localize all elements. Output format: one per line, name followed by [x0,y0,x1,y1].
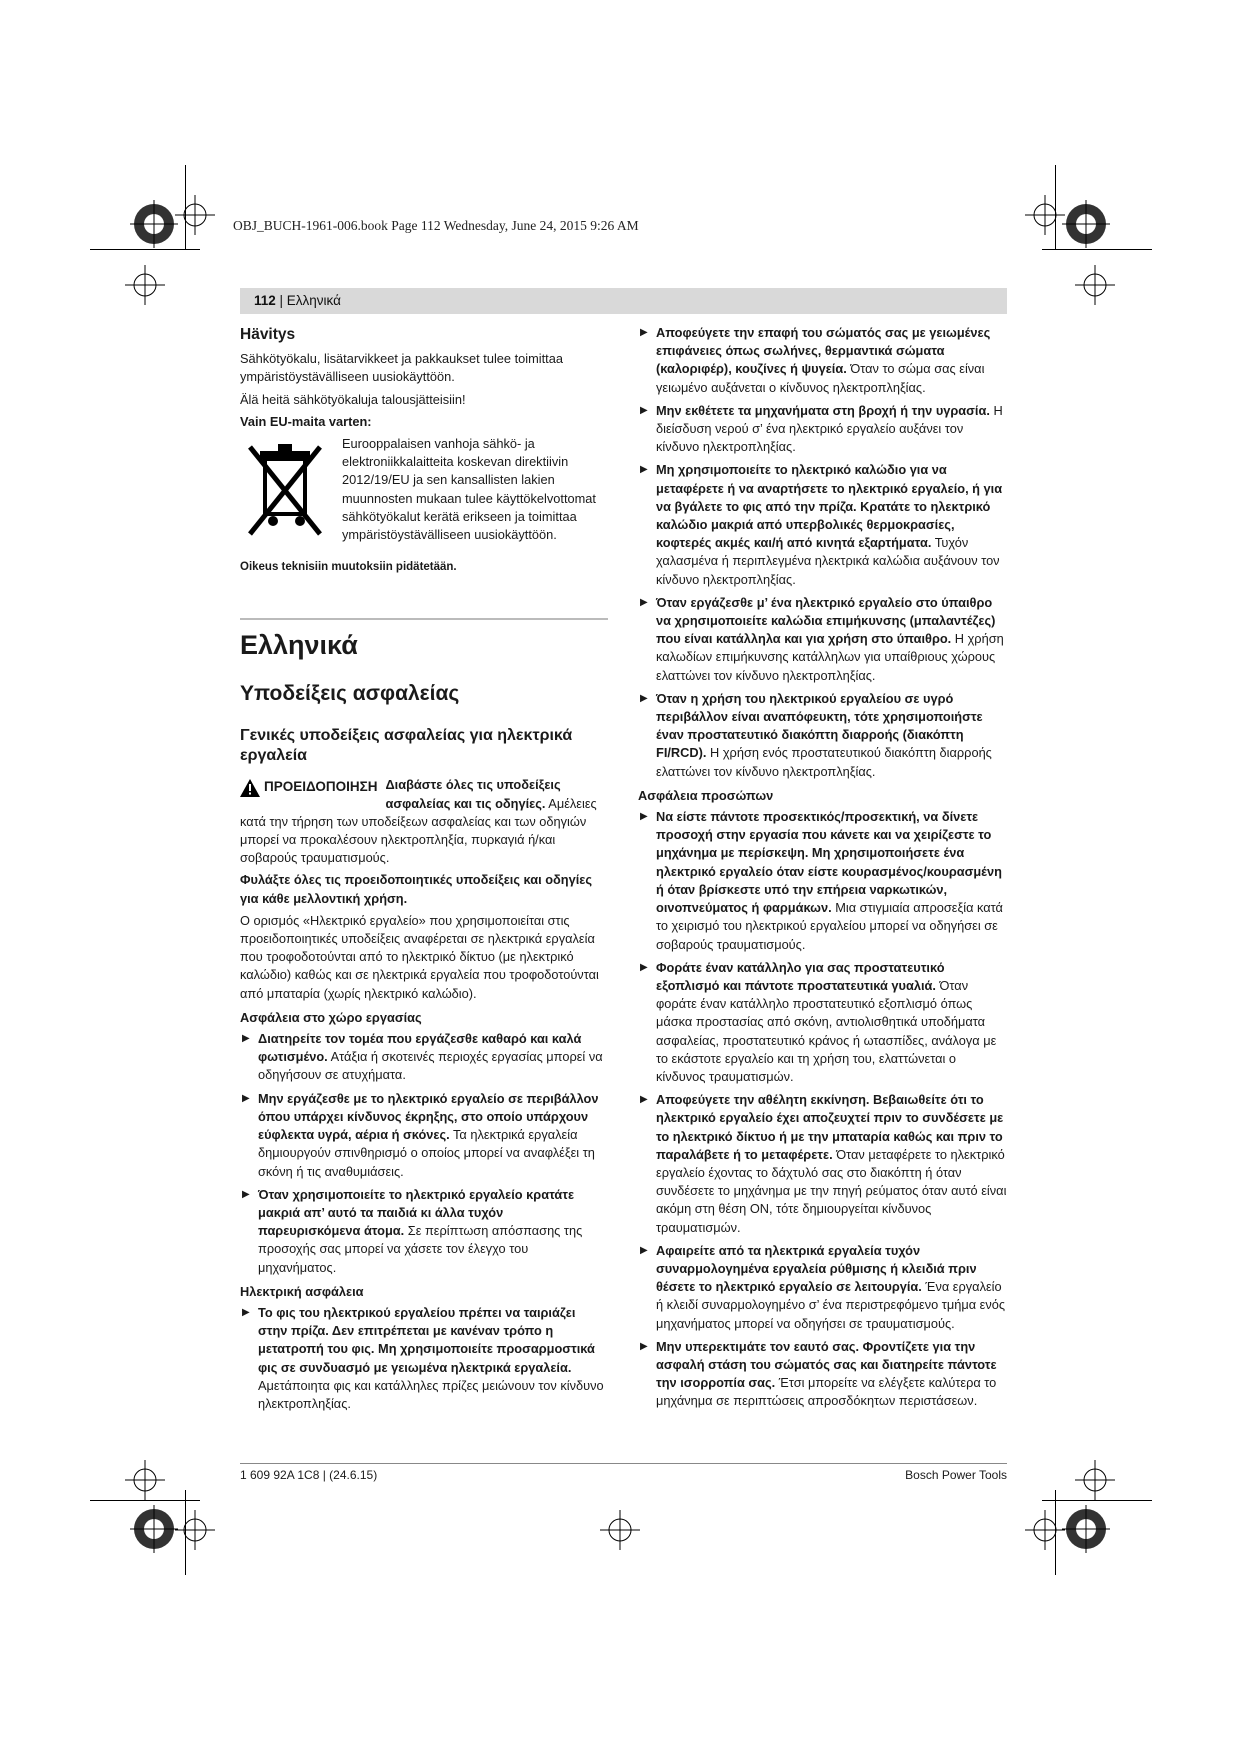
list-item: ▶ Μην υπερεκτιμάτε τον εαυτό σας. Φροντίζετε για την ασφαλή στάση του σώματός σας και διατηρείτε πάντοτε την ισορροπία σας. Έτσι μπορείτε να ελέγξετε καλύτερα το μηχάνημα σε περιπτώσεις απροσδόκητων περιστάσεων. [638,1338,1007,1411]
oikeus-note: Oikeus teknisiin muutoksiin pidätetään. [240,561,457,574]
footer-code: 1 609 92A 1C8 | (24.6.15) [240,1468,378,1482]
crosshair-icon [125,1460,165,1500]
list-item: ▶ Μην εκθέτετε τα μηχανήματα στη βροχή ή την υγρασία. Η διείσδυση νερού σ’ ένα ηλεκτρικό εργαλείο αυξάνει τον κίνδυνο ηλεκτροπληξίας. [638,402,1007,457]
list-item: ▶ Όταν χρησιμοποιείτε το ηλεκτρικό εργαλείο κρατάτε μακριά απ’ αυτό τα παιδιά κι άλλα τυχόν παρευρισκόμενα άτομα. Σε περίπτωση απόσπασης της προσοχής σας μπορεί να χάσετε τον έλεγχο του μηχανήματος. [240,1186,608,1277]
crosshair-icon [125,265,165,305]
crosshair-icon [175,195,215,235]
list-item: ▶ Μην εργάζεσθε με το ηλεκτρικό εργαλείο σε περιβάλλον όπου υπάρχει κίνδυνος έκρηξης, στο οποίο υπάρχουν εύφλεκτα υγρά, αέρια ή σκόνες. Τα ηλεκτρικά εργαλεία δημιουργούν σπινθηρισμό ο οποίος μπορεί να αναφλέξει τη σκόνη ή τις αναθυμιάσεις. [240,1090,608,1181]
warning-badge [240,778,377,796]
eu-label: Vain EU-maita varten: [240,413,372,429]
right-column [638,324,1007,1416]
list-item: ▶ Αφαιρείτε από τα ηλεκτρικά εργαλεία τυχόν συναρμολογημένα εργαλεία ρύθμισης ή κλειδιά πριν θέσετε το ηλεκτρικό εργαλείο σε λειτουργία. Ένα εργαλείο ή κλειδί συναρμολογημένο σ’ ένα περιστρεφόμενο τμήμα ενός μηχανήματος μπορεί να οδηγήσει σε τραυματισμούς. [638,1242,1007,1333]
section-divider [240,618,608,620]
electrical-safety-title: Ηλεκτρική ασφάλεια [240,1283,364,1299]
list-item: ▶ Φοράτε έναν κατάλληλο για σας προστατευτικό εξοπλισμό και πάντοτε προστατευτικά γυαλιά. Όταν φοράτε έναν κατάλληλο προστατευτικό εξοπλισμό όπως μάσκα προστασίας από σκόνη, αντιολισθητικά υποδήματα ασφαλείας, προστατευτικό κράνος ή ωτασπίδες, ανάλογα με το εκάστοτε εργαλείο και τη χρήση του, ελαττώνεται ο κίνδυνος τραυματισμών. [638,959,1007,1086]
crosshair-icon [600,1510,640,1550]
registration-mark-icon [1062,1505,1110,1553]
registration-mark-icon [1062,200,1110,248]
warning-bold: Διαβάστε όλες τις υποδείξεις ασφαλείας και τις οδηγίες. [385,777,561,811]
language-title: Ελληνικά [240,630,358,661]
warning-text: Αμέλειες κατά την τήρηση των υποδείξεων ασφαλείας και των οδηγιών μπορεί να προκαλέσουν ηλεκτροπληξία, πυρκαγιά ή/και σοβαρούς τραυματισμούς. [240,795,597,866]
havitys-title: Hävitys [240,326,296,343]
list-item: ▶ Αποφεύγετε την επαφή του σώματός σας με γειωμένες επιφάνειες όπως σωλήνες, θερμαντικά σώματα (καλοριφέρ), κουζίνες ή ψυγεία. Όταν το σώμα σας είναι γειωμένο αυξάνεται ο κίνδυνος ηλεκτροπληξίας. [638,324,1007,397]
footer-brand: Bosch Power Tools [905,1468,1007,1482]
crosshair-icon [1075,265,1115,305]
footer-divider [240,1463,1007,1464]
left-column [240,326,608,1418]
havitys-paragraph: Älä heitä sähkötyökaluja talousjätteisiin! [240,391,466,407]
list-item: ▶ Το φις του ηλεκτρικού εργαλείου πρέπει να ταιριάζει στην πρίζα. Δεν επιτρέπεται με κανέναν τρόπο η μετατροπή του φις. Μη χρησιμοποιείτε προσαρμοστικά φις σε συνδυασμό με γειωμένα ηλεκτρικά εργαλεία. Αμετάποιητα φις και κατάλληλες πρίζες μειώνουν τον κίνδυνο ηλεκτροπληξίας. [240,1304,608,1413]
list-item: ▶ Όταν εργάζεσθε μ’ ένα ηλεκτρικό εργαλείο στο ύπαιθρο να χρησιμοποιείτε καλώδια επιμήκυνσης (μπαλαντέζες) που είναι κατάλληλα και για χρήση στο ύπαιθρο. Η χρήση καλωδίων επιμήκυνσης κατάλληλων για υπαίθριους χώρους ελαττώνει τον κίνδυνο ηλεκτροπληξίας. [638,594,1007,685]
warning-icon [240,779,260,797]
list-item: ▶ Αποφεύγετε την αθέλητη εκκίνηση. Βεβαιωθείτε ότι το ηλεκτρικό εργαλείο έχει αποζευχτεί πριν το συνδέσετε με το ηλεκτρικό δίκτυο ή με την μπαταρία καθώς και πριν το παραλάβετε ή το μεταφέρετε. Όταν μεταφέρετε το ηλεκτρικό εργαλείο έχοντας το δάχτυλό σας στο διακόπτη ή όταν συνδέσετε το μηχάνημα με την πηγή ρεύματος όταν αυτό είναι ακόμη στη θέση ON, τότε δημιουργείται κίνδυνος τραυματισμών. [638,1091,1007,1237]
safety-title: Υποδείξεις ασφαλείας [240,682,460,706]
crosshair-icon [1025,195,1065,235]
crosshair-icon [175,1510,215,1550]
list-item: ▶ Διατηρείτε τον τομέα που εργάζεσθε καθαρό και καλά φωτισμένο. Ατάξια ή σκοτεινές περιοχές εργασίας μπορεί να οδηγήσουν σε ατυχήματα. [240,1030,608,1085]
warning-badge-label: ΠΡΟΕΙΔΟΠΟΙΗΣΗ [264,779,378,795]
registration-mark-icon [130,1505,178,1553]
header-section: Ελληνικά [286,293,341,308]
eu-text: Eurooppalaisen vanhoja sähkö- ja elektroniikkalaitteita koskevan direktiivin 2012/19/EU ja sen kansallisten lakien muunnosten mukaan tulee käyttökelvottomat sähkötyökalut kerätä erikseen ja toimittaa ympäristöystävälliseen uusiokäyttöön. [342,436,596,543]
keep-instructions: Φυλάξτε όλες τις προειδοποιητικές υποδείξεις και οδηγίες για κάθε μελλοντική χρήση. [240,872,593,906]
print-slug: OBJ_BUCH-1961-006.book Page 112 Wednesday, June 24, 2015 9:26 AM [233,218,639,233]
general-safety-title: Γενικές υποδείξεις ασφαλείας για ηλεκτρικά εργαλεία [240,727,573,765]
weee-bin-icon [240,439,330,539]
definition-paragraph: Ο ορισμός «Ηλεκτρικό εργαλείο» που χρησιμοποιείται στις προειδοποιητικές υποδείξεις αναφέρεται σε ηλεκτρικά εργαλεία που τροφοδοτούνται από το ηλεκτρικό δίκτυο (με ηλεκτρικό καλώδιο) καθώς και σε ηλεκτρικά εργαλεία που τροφοδοτούνται από μπαταρία (χωρίς ηλεκτρικό καλώδιο). [240,912,599,1001]
registration-mark-icon [130,200,178,248]
list-item: ▶ Να είστε πάντοτε προσεκτικός/προσεκτική, να δίνετε προσοχή στην εργασία που κάνετε και να χειρίζεστε το μηχάνημα με περίσκεψη. Μη χρησιμοποιήσετε ένα ηλεκτρικό εργαλείο όταν είστε κουρασμένος/κουρασμένη ή όταν βρίσκεστε υπό την επήρεια ναρκωτικών, οινοπνεύματος ή φαρμάκων. Μια στιγμιαία απροσεξία κατά το χειρισμό του ηλεκτρικού εργαλείου μπορεί να οδηγήσει σε σοβαρούς τραυματισμούς. [638,808,1007,954]
crosshair-icon [1075,1460,1115,1500]
crosshair-icon [1025,1510,1065,1550]
list-item: ▶ Μη χρησιμοποιείτε το ηλεκτρικό καλώδιο για να μεταφέρετε ή να αναρτήσετε το ηλεκτρικό εργαλείο, ή για να βγάλετε το φις από την πρίζα. Κρατάτε το ηλεκτρικό καλώδιο μακριά από υπερβολικές θερμοκρασίες, κοφτερές ακμές και/ή από κινητά εξαρτήματα. Τυχόν χαλασμένα ή περιπλεγμένα ηλεκτρικά καλώδια αυξάνουν τον κίνδυνο ηλεκτροπληξίας. [638,461,1007,588]
page-number: 112 [254,293,276,308]
work-area-title: Ασφάλεια στο χώρο εργασίας [240,1009,422,1025]
havitys-paragraph: Sähkötyökalu, lisätarvikkeet ja pakkaukset tulee toimittaa ympäristöystävälliseen uusiokäyttöön. [240,351,563,385]
page-header: 112 | Ελληνικά [240,288,1007,314]
personal-safety-title: Ασφάλεια προσώπων [638,787,774,803]
list-item: ▶ Όταν η χρήση του ηλεκτρικού εργαλείου σε υγρό περιβάλλον είναι αναπόφευκτη, τότε χρησιμοποιήστε έναν προστατευτικό διακόπτη διαρροής (διακόπτη FI/RCD). Η χρήση ενός προστατευτικού διακόπτη διαρροής ελαττώνει τον κίνδυνο ηλεκτροπληξίας. [638,690,1007,781]
